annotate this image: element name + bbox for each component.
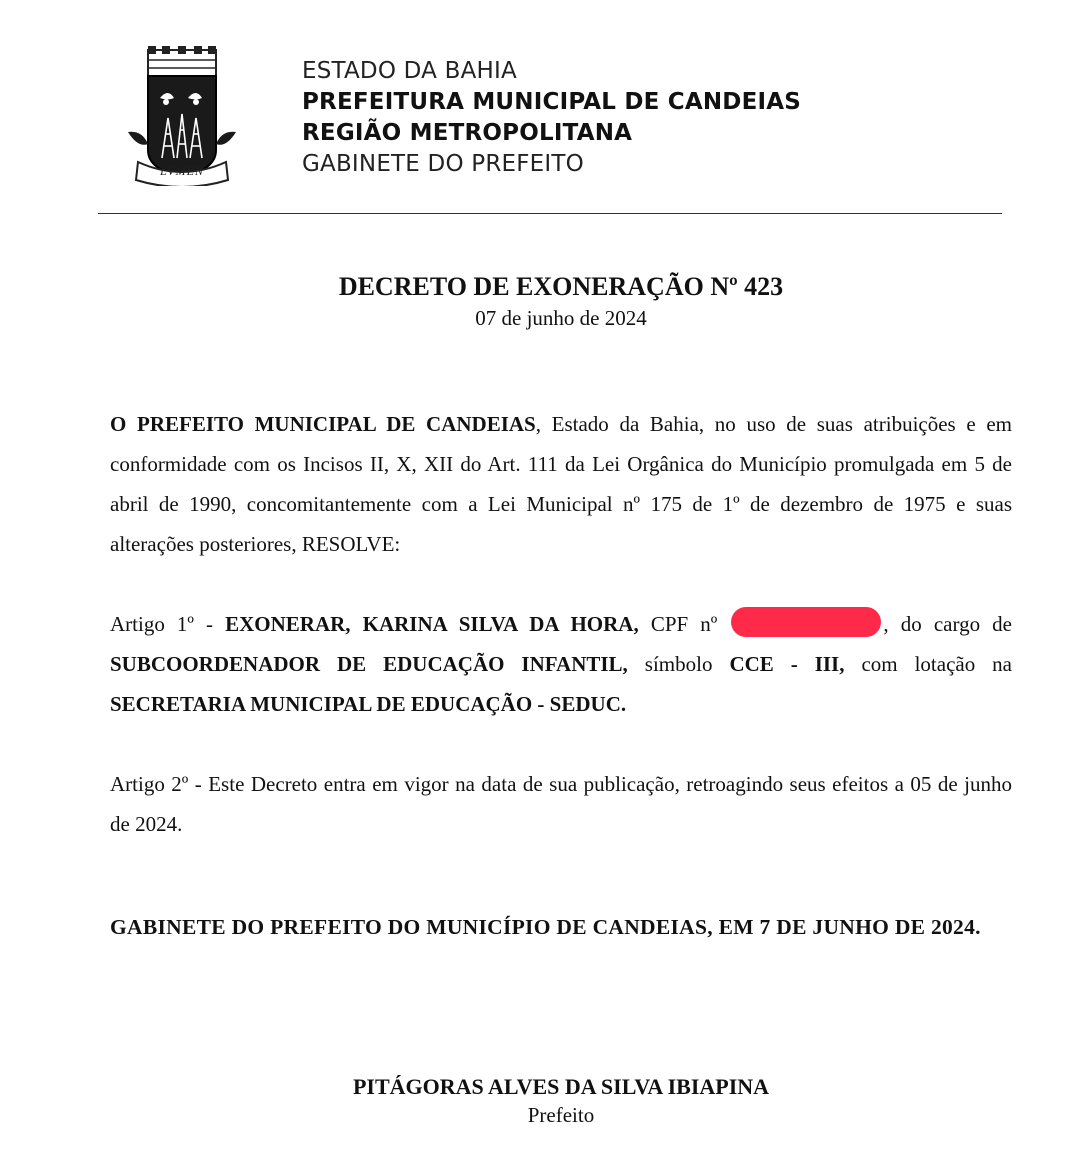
- decree-date: 07 de junho de 2024: [475, 306, 647, 330]
- state-name: ESTADO DA BAHIA: [302, 58, 517, 84]
- department-name: SECRETARIA MUNICIPAL DE EDUCAÇÃO - SEDUC.: [110, 692, 627, 716]
- after-cpf-text: , do cargo de: [883, 612, 1012, 636]
- symbol-value: CCE - III,: [729, 652, 845, 676]
- decree-title: DECRETO DE EXONERAÇÃO Nº 423: [338, 272, 784, 301]
- preamble-lead: O PREFEITO MUNICIPAL DE CANDEIAS: [110, 412, 536, 436]
- signatory-role: Prefeito: [527, 1103, 595, 1127]
- article-1-paragraph: [110, 604, 1012, 724]
- region-name: REGIÃO METROPOLITANA: [302, 120, 633, 146]
- article-2-paragraph: Artigo 2º - Este Decreto entra em vigor na data de sua publicação, retroagindo seus efeitos a 05 de junho de 2024.: [110, 772, 1012, 836]
- redaction-mark: [731, 607, 881, 637]
- symbol-label: símbolo: [627, 652, 730, 676]
- position-name: SUBCOORDENADOR DE EDUCAÇÃO INFANTIL,: [110, 652, 628, 676]
- lotacao-label: com lotação na: [844, 652, 1012, 676]
- closing-statement: GABINETE DO PREFEITO DO MUNICÍPIO DE CANDEIAS, EM 7 DE JUNHO DE 2024.: [110, 915, 981, 939]
- cpf-label: CPF nº: [638, 612, 730, 636]
- crest-motto: LVMEN: [160, 164, 204, 178]
- city-hall-name: PREFEITURA MUNICIPAL DE CANDEIAS: [302, 89, 802, 115]
- article-1-label: Artigo 1º -: [110, 612, 226, 636]
- office-name: GABINETE DO PREFEITO: [302, 151, 584, 177]
- article-1-action: EXONERAR, KARINA SILVA DA HORA,: [225, 612, 639, 636]
- preamble-paragraph: [110, 404, 1012, 564]
- header-divider: [98, 213, 1002, 214]
- preamble-text: , Estado da Bahia, no uso de suas atribuições e em conformidade com os Incisos II, X, XII do Art. 111 da Lei Orgânica do Município promulgada em 5 de abril de 1990, concomitantemente com a Lei Municipal nº 175 de 1º de dezembro de 1975 e suas alterações posteriores, RESOLVE:: [110, 412, 1012, 556]
- signatory-name: PITÁGORAS ALVES DA SILVA IBIAPINA: [352, 1074, 770, 1099]
- letterhead: [302, 56, 801, 180]
